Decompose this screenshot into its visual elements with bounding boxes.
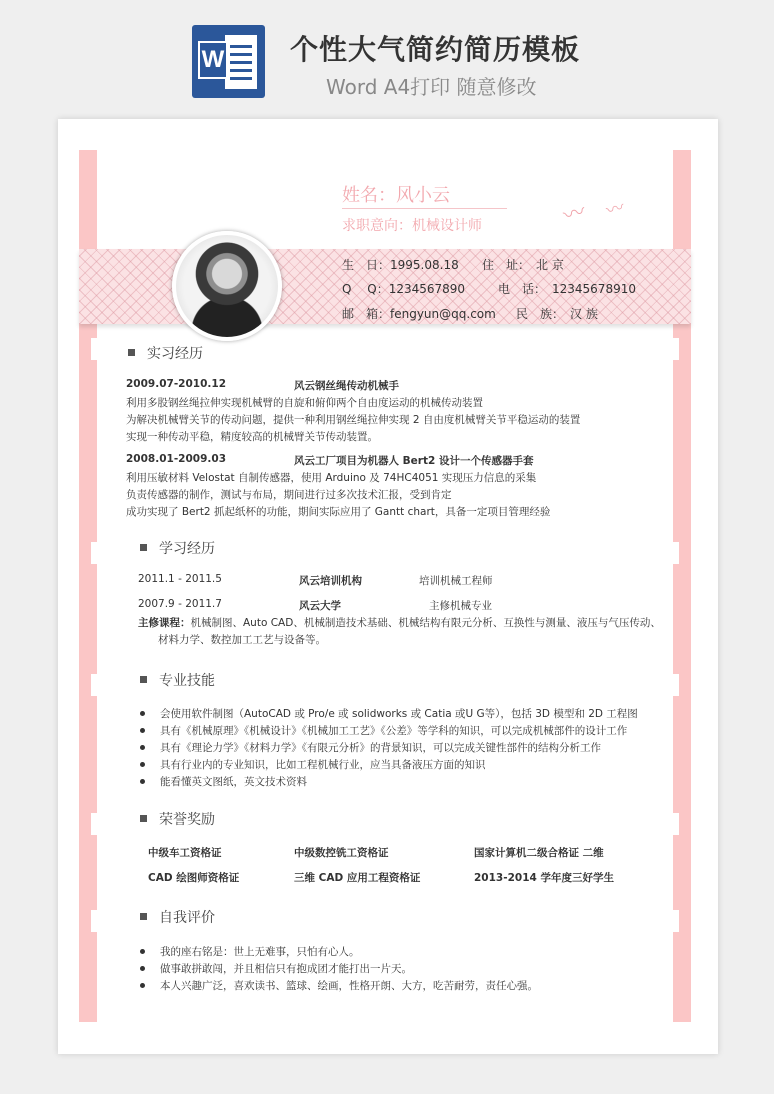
bar-notch (669, 910, 679, 932)
skill-item: 具有《理论力学》《材料力学》《有限元分析》的背景知识，可以完成关键性部件的结构分析工作 (160, 742, 601, 754)
skill-item: 能看懂英文图纸，英文技术资料 (160, 776, 307, 788)
address: 住 址： 北 京 (482, 258, 564, 272)
internship-line: 利用压敏材料 Velostat 自制传感器，使用 Arduino 及 74HC4051 实现压力信息的采集 (126, 472, 537, 484)
document-lines (225, 35, 257, 89)
courses-text: 机械制图、Auto CAD、机械制造技术基础、机械结构有限元分析、互换性与测量、液压与气压传动、 (190, 617, 661, 629)
section-heading: 实习经历 (147, 346, 203, 362)
word-letter: W (198, 41, 228, 79)
internship-date: 2009.07-2010.12 (126, 378, 227, 390)
birthday: 生 日：1995.08.18 (342, 258, 459, 272)
avatar (172, 231, 282, 341)
page-header (0, 0, 774, 118)
section-heading: 自我评价 (159, 910, 215, 926)
section-heading: 荣誉奖励 (159, 812, 215, 828)
courses-line (138, 615, 661, 630)
bar-notch (669, 542, 679, 564)
self-eval-item: 做事敢拼敢闯，并且相信只有抱成团才能打出一片天。 (160, 963, 412, 975)
email: 邮 箱：fengyun@qq.com (342, 307, 496, 321)
internship-line: 实现一种传动平稳，精度较高的机械臂关节传动装置。 (126, 431, 378, 443)
square-bullet-icon (140, 815, 147, 822)
education-date: 2011.1 - 2011.5 (138, 573, 222, 585)
internship-line: 成功实现了 Bert2 抓起纸杯的功能，期间实际应用了 Gantt chart，具备一定项目管理经验 (126, 506, 551, 518)
self-eval-item: 本人兴趣广泛，喜欢读书、篮球、绘画，性格开朗、大方，吃苦耐劳，责任心强。 (160, 980, 538, 992)
section-self-evaluation (140, 907, 215, 927)
section-awards (140, 809, 215, 829)
education-date: 2007.9 - 2011.7 (138, 598, 222, 610)
internship-line: 为解决机械臂关节的传动问题，提供一种利用钢丝绳拉伸实现 2 自由度机械臂关节平稳运动的装置 (126, 414, 581, 426)
bird-icon: 〰 (603, 196, 627, 222)
section-skills (140, 670, 215, 690)
square-bullet-icon (128, 349, 135, 356)
section-internship (128, 343, 203, 363)
resume-page (58, 119, 718, 1054)
self-eval-item: 我的座右铭是：世上无难事，只怕有心人。 (160, 946, 360, 958)
internship-title: 风云工厂项目为机器人 Bert2 设计一个传感器手套 (294, 455, 534, 467)
square-bullet-icon (140, 913, 147, 920)
section-heading: 专业技能 (159, 673, 215, 689)
skill-item: 具有行业内的专业知识，比如工程机械行业，应当具备液压方面的知识 (160, 759, 486, 771)
section-education (140, 538, 215, 558)
qq: Q Q：1234567890 (342, 282, 466, 296)
bar-notch (91, 542, 101, 564)
ethnicity: 民 族： 汉 族 (516, 307, 598, 321)
name-divider (342, 208, 507, 209)
award-item: 2013-2014 学年度三好学生 (474, 872, 614, 884)
template-title: 个性大气简约简历模板 (290, 33, 581, 66)
section-heading: 学习经历 (159, 541, 215, 557)
bar-notch (91, 910, 101, 932)
award-item: 三维 CAD 应用工程资格证 (294, 872, 421, 884)
candidate-name: 姓名：风小云 (342, 185, 450, 206)
education-school: 风云培训机构 (299, 575, 362, 587)
square-bullet-icon (140, 676, 147, 683)
skill-item: 会使用软件制图（AutoCAD 或 Pro/e 或 solidworks 或 Catia 或U G等），包括 3D 模型和 2D 工程图 (160, 708, 638, 720)
award-item: 中级车工资格证 (148, 847, 222, 859)
courses-line: 材料力学、数控加工工艺与设备等。 (158, 634, 326, 646)
internship-line: 利用多股钢丝绳拉伸实现机械臂的自旋和俯仰两个自由度运动的机械传动装置 (126, 397, 483, 409)
education-major: 主修机械专业 (429, 600, 492, 612)
education-school: 风云大学 (299, 600, 341, 612)
bar-notch (669, 813, 679, 835)
skill-item: 具有《机械原理》《机械设计》《机械加工工艺》《公差》等学科的知识，可以完成机械部件的设计工作 (160, 725, 628, 737)
education-major: 培训机械工程师 (419, 575, 493, 587)
bar-notch (669, 338, 679, 360)
courses-label: 主修课程： (138, 617, 191, 629)
bar-notch (669, 674, 679, 696)
bar-notch (91, 674, 101, 696)
job-intention: 求职意向：机械设计师 (342, 218, 482, 234)
internship-title: 风云钢丝绳传动机械手 (294, 380, 399, 392)
internship-line: 负责传感器的制作，测试与布局，期间进行过多次技术汇报，受到肯定 (126, 489, 452, 501)
template-subtitle: Word A4打印 随意修改 (326, 75, 537, 99)
phone: 电 话： 12345678910 (498, 282, 636, 296)
internship-date: 2008.01-2009.03 (126, 453, 227, 465)
bar-notch (91, 338, 101, 360)
bar-notch (91, 813, 101, 835)
award-item: 国家计算机二级合格证 二维 (474, 847, 604, 859)
bird-icon: 〰 (560, 199, 589, 230)
award-item: CAD 绘图师资格证 (148, 872, 240, 884)
square-bullet-icon (140, 544, 147, 551)
award-item: 中级数控铣工资格证 (294, 847, 389, 859)
word-icon (192, 25, 265, 98)
